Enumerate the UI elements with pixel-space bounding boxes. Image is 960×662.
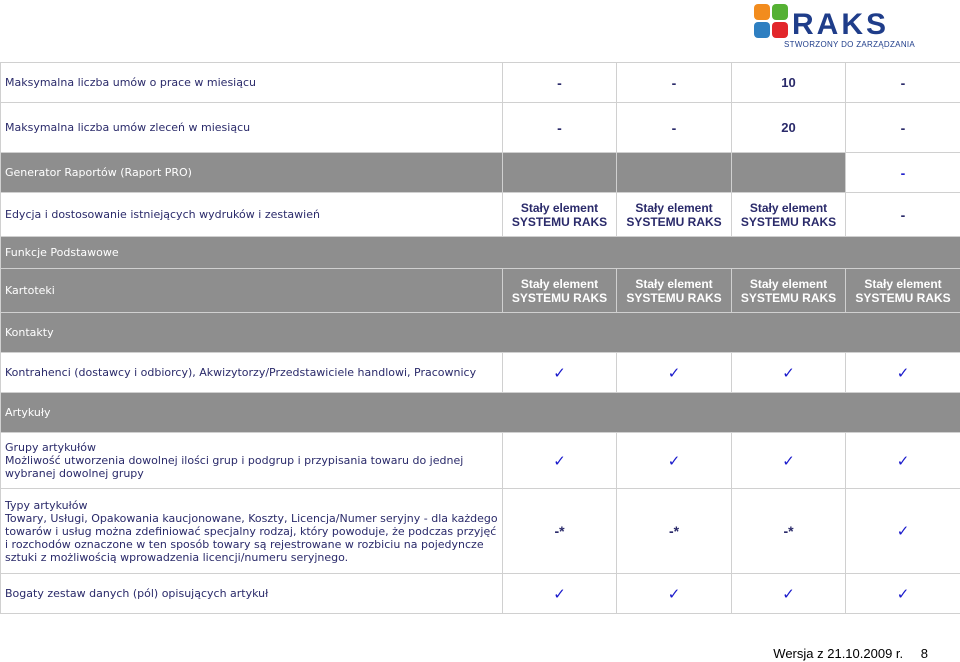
check-icon: ✓ — [503, 353, 617, 393]
cell-value: - — [846, 153, 960, 193]
cell-value: Stały element SYSTEMU RAKS — [617, 193, 732, 237]
check-icon: ✓ — [617, 574, 732, 614]
check-icon: ✓ — [846, 353, 960, 393]
cell-value: -* — [503, 489, 617, 574]
row-label: Bogaty zestaw danych (pól) opisujących artykuł — [1, 574, 503, 614]
row-description: Towary, Usługi, Opakowania kaucjonowane, Koszty, Licencja/Numer seryjny - dla każdego towarów i usług można zdefiniować specjalny rodzaj, który powoduje, że podczas przyjęć i rozchodów oznaczone w ten sposób towary są rejestrowane w rozbiciu na pojedyncze sztuki z możliwością wprowadzenia licencji/numeru seryjnego. — [5, 511, 498, 564]
cell-value: - — [503, 63, 617, 103]
check-icon: ✓ — [503, 574, 617, 614]
cell-value: - — [846, 63, 960, 103]
check-icon: ✓ — [846, 433, 960, 489]
table-row — [1, 353, 960, 393]
table-row — [1, 103, 960, 153]
cell-value: - — [846, 103, 960, 153]
cell-value: 10 — [732, 63, 846, 103]
row-label: Maksymalna liczba umów zleceń w miesiącu — [1, 103, 503, 153]
cell-value: 20 — [732, 103, 846, 153]
table-row — [1, 489, 960, 574]
cell-value: -* — [732, 489, 846, 574]
section-header: Kartoteki — [1, 269, 503, 313]
row-title: Typy artykułów — [5, 498, 88, 512]
raks-logo — [754, 4, 916, 49]
cell-value — [617, 153, 732, 193]
cell-value: Stały element SYSTEMU RAKS — [732, 193, 846, 237]
page-footer — [759, 646, 928, 661]
row-description: Możliwość utworzenia dowolnej ilości grup i podgrup i przypisania towaru do jednej wybranej dowolnej grupy — [5, 454, 464, 480]
footer-version: Wersja z 21.10.2009 r. — [773, 646, 904, 661]
table-row — [1, 63, 960, 103]
row-label: Edycja i dostosowanie istniejących wydruków i zestawień — [1, 193, 503, 237]
row-label — [1, 433, 503, 489]
cell-value: Stały element SYSTEMU RAKS — [732, 269, 846, 313]
raks-logo-mark-icon — [754, 4, 790, 40]
table-row — [1, 153, 960, 193]
cell-value: - — [617, 63, 732, 103]
feature-table — [0, 62, 960, 614]
section-header: Funkcje Podstawowe — [1, 237, 960, 269]
cell-value: Stały element SYSTEMU RAKS — [846, 269, 960, 313]
logo-word: RAKS — [792, 8, 890, 41]
table-row — [1, 193, 960, 237]
row-label — [1, 489, 503, 574]
table-row — [1, 237, 960, 269]
table-row — [1, 393, 960, 433]
cell-value: Stały element SYSTEMU RAKS — [503, 193, 617, 237]
cell-value: - — [617, 103, 732, 153]
cell-value: Stały element SYSTEMU RAKS — [617, 269, 732, 313]
check-icon: ✓ — [617, 433, 732, 489]
section-header: Kontakty — [1, 313, 960, 353]
check-icon: ✓ — [617, 353, 732, 393]
logo-tagline: STWORZONY DO ZARZĄDZANIA — [784, 40, 916, 49]
cell-value: Stały element SYSTEMU RAKS — [503, 269, 617, 313]
cell-value: -* — [617, 489, 732, 574]
table-row — [1, 313, 960, 353]
table-row — [1, 574, 960, 614]
section-header: Generator Raportów (Raport PRO) — [1, 153, 503, 193]
check-icon: ✓ — [732, 574, 846, 614]
row-label: Maksymalna liczba umów o prace w miesiącu — [1, 63, 503, 103]
cell-value: - — [846, 193, 960, 237]
check-icon: ✓ — [732, 433, 846, 489]
row-title: Grupy artykułów — [5, 441, 96, 454]
check-icon: ✓ — [846, 489, 960, 574]
table-row — [1, 269, 960, 313]
check-icon: ✓ — [846, 574, 960, 614]
check-icon: ✓ — [732, 353, 846, 393]
row-label: Kontrahenci (dostawcy i odbiorcy), Akwizytorzy/Przedstawiciele handlowi, Pracownicy — [1, 353, 503, 393]
cell-value — [732, 153, 846, 193]
table-row — [1, 433, 960, 489]
check-icon: ✓ — [503, 433, 617, 489]
cell-value: - — [503, 103, 617, 153]
footer-page-number: 8 — [920, 646, 928, 661]
cell-value — [503, 153, 617, 193]
section-header: Artykuły — [1, 393, 960, 433]
